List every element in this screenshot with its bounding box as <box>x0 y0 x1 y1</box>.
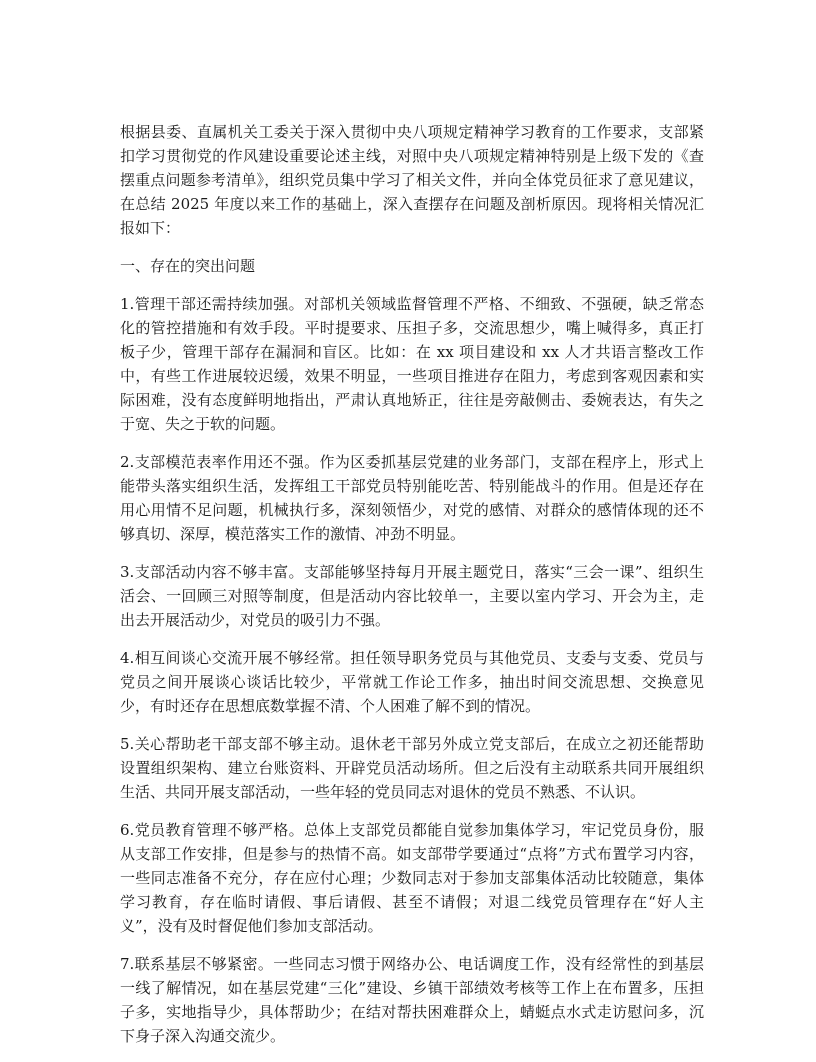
problem-item-6: 6.党员教育管理不够严格。总体上支部党员都能自觉参加集体学习，牢记党员身份，服从支部工作安排，但是参与的热情不高。如支部带学要通过“点将”方式布置学习内容，一些同志准备不充分，存在应付心理；少数同志对于参加支部集体活动比较随意，集体学习教育，存在临时请假、事后请假、甚至不请假；对退二线党员管理存在“好人主义”，没有及时督促他们参加支部活动。 <box>120 821 704 935</box>
problem-item-3: 3.支部活动内容不够丰富。支部能够坚持每月开展主题党日，落实“三会一课”、组织生活会、一回顾三对照等制度，但是活动内容比较单一，主要以室内学习、开会为主，走出去开展活动少，对党员的吸引力不强。 <box>120 563 704 629</box>
intro-paragraph: 根据县委、直属机关工委关于深入贯彻中央八项规定精神学习教育的工作要求，支部紧扣学习贯彻党的作风建设重要论述主线，对照中央八项规定精神特别是上级下发的《查摆重点问题参考清单》，组织党员集中学习了相关文件，并向全体党员征求了意见建议，在总结 2025 年度以来工作的基础上，深入查摆存在问题及剖析原因。现将相关情况汇报如下： <box>120 123 704 237</box>
document-body <box>120 120 704 1062</box>
problem-item-2: 2.支部模范表率作用还不强。作为区委抓基层党建的业务部门，支部在程序上，形式上能带头落实组织生活，发挥组工干部党员特别能吃苦、特别能战斗的作用。但是还存在用心用情不足问题，机械执行多，深刻领悟少，对党的感情、对群众的感情体现的还不够真切、深厚，模范落实工作的激情、冲劲不明显。 <box>120 453 704 543</box>
problem-item-7: 7.联系基层不够紧密。一些同志习惯于网络办公、电话调度工作，没有经常性的到基层一线了解情况，如在基层党建“三化”建设、乡镇干部绩效考核等工作上在布置多，压担子多，实地指导少，具体帮助少；在结对帮扶困难群众上，蜻蜓点水式走访慰问多，沉下身子深入沟通交流少。 <box>120 955 704 1045</box>
section-heading: 一、存在的突出问题 <box>120 257 256 275</box>
problem-item-5: 5.关心帮助老干部支部不够主动。退休老干部另外成立党支部后，在成立之初还能帮助设置组织架构、建立台账资料、开辟党员活动场所。但之后没有主动联系共同开展组织生活、共同开展支部活动，一些年轻的党员同志对退休的党员不熟悉、不认识。 <box>120 735 704 801</box>
problem-item-1: 1.管理干部还需持续加强。对部机关领域监督管理不严格、不细致、不强硬，缺乏常态化的管控措施和有效手段。平时提要求、压担子多，交流思想少，嘴上喊得多，真正打板子少，管理干部存在漏洞和盲区。比如：在 xx 项目建设和 xx 人才共语言整改工作中，有些工作进展较迟缓，效果不明显，一些项目推进存在阻力，考虑到客观因素和实际困难，没有态度鲜明地指出，严肃认真地矫正，往往是旁敲侧击、委婉表达，有失之于宽、失之于软的问题。 <box>120 295 704 433</box>
problem-item-4: 4.相互间谈心交流开展不够经常。担任领导职务党员与其他党员、支委与支委、党员与党员之间开展谈心谈话比较少，平常就工作论工作多，抽出时间交流思想、交换意见少，有时还存在思想底数掌握不清、个人困难了解不到的情况。 <box>120 649 704 715</box>
